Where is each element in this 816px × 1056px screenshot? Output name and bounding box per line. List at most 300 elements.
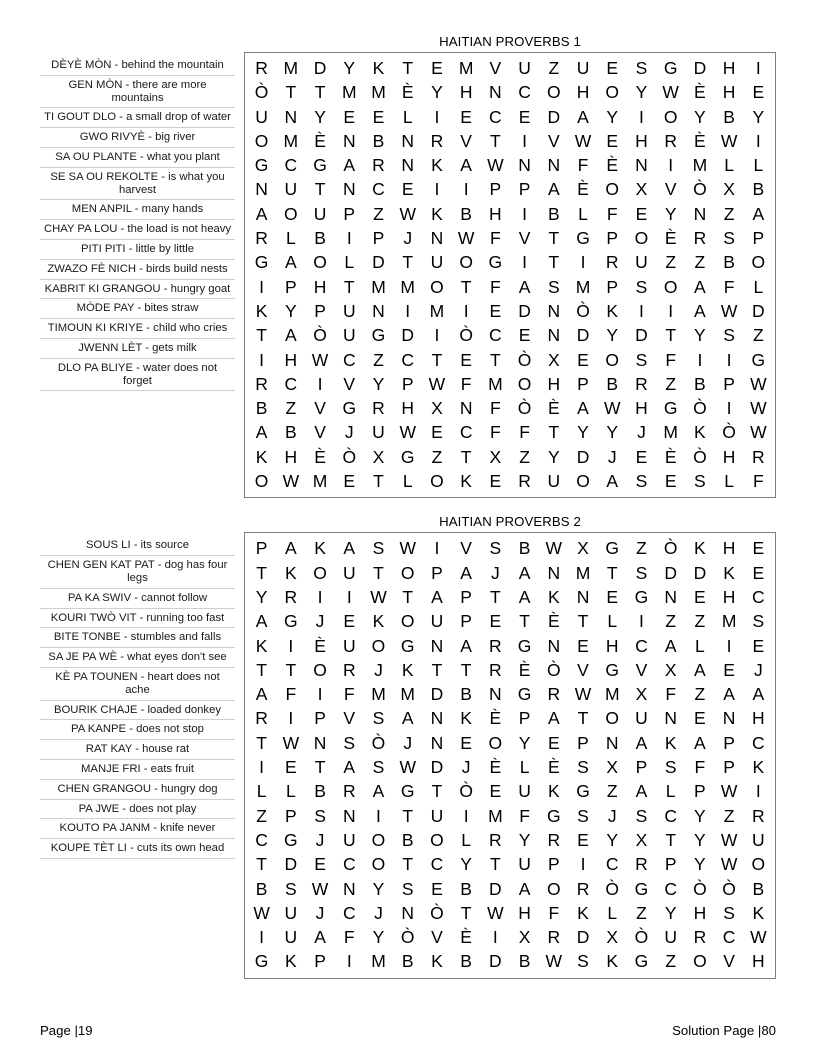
grid-cell[interactable]: Y (518, 732, 531, 753)
grid-cell[interactable]: I (522, 130, 528, 151)
grid-cell[interactable]: Z (373, 203, 384, 224)
grid-cell[interactable]: P (460, 586, 472, 607)
grid-cell[interactable]: Ò (430, 902, 444, 923)
grid-cell[interactable]: H (284, 349, 298, 370)
grid-cell[interactable]: H (722, 538, 736, 559)
grid-cell[interactable]: J (374, 659, 383, 680)
grid-cell[interactable]: G (576, 228, 590, 249)
grid-cell[interactable]: H (518, 902, 531, 923)
grid-cell[interactable]: C (459, 422, 473, 443)
grid-cell[interactable]: I (463, 300, 469, 321)
grid-cell[interactable]: M (400, 276, 415, 297)
grid-cell[interactable]: H (722, 586, 736, 607)
grid-cell[interactable]: W (750, 927, 767, 948)
grid-cell[interactable]: P (314, 300, 326, 321)
grid-cell[interactable]: S (547, 276, 560, 297)
grid-cell[interactable]: F (548, 902, 560, 923)
grid-cell[interactable]: H (284, 446, 298, 467)
grid-cell[interactable]: Y (460, 854, 472, 875)
grid-cell[interactable]: Ò (459, 325, 473, 346)
grid-cell[interactable]: Y (606, 106, 619, 127)
grid-cell[interactable]: Z (665, 611, 677, 632)
grid-cell[interactable]: K (752, 902, 765, 923)
grid-cell[interactable]: O (693, 951, 707, 972)
grid-cell[interactable]: J (315, 829, 325, 850)
grid-cell[interactable]: G (400, 446, 415, 467)
grid-cell[interactable]: J (403, 732, 413, 753)
grid-cell[interactable]: M (371, 82, 386, 103)
grid-cell[interactable]: V (314, 398, 326, 419)
grid-cell[interactable]: F (665, 349, 677, 370)
grid-cell[interactable]: T (548, 422, 560, 443)
grid-cell[interactable]: W (545, 951, 563, 972)
grid-cell[interactable]: B (694, 373, 706, 394)
grid-cell[interactable]: T (256, 325, 267, 346)
grid-cell[interactable]: S (577, 805, 589, 826)
grid-cell[interactable]: Z (519, 446, 530, 467)
grid-cell[interactable]: F (753, 471, 764, 492)
grid-cell[interactable]: A (547, 708, 560, 729)
grid-cell[interactable]: I (639, 611, 644, 632)
grid-cell[interactable]: M (371, 684, 386, 705)
grid-cell[interactable]: O (605, 179, 620, 200)
grid-cell[interactable]: R (693, 927, 707, 948)
grid-cell[interactable]: I (639, 300, 644, 321)
grid-cell[interactable]: Ò (313, 325, 327, 346)
grid-cell[interactable]: K (460, 471, 472, 492)
grid-cell[interactable]: G (371, 325, 386, 346)
grid-cell[interactable]: W (720, 130, 738, 151)
grid-cell[interactable]: W (399, 757, 416, 778)
grid-cell[interactable]: Ò (693, 179, 707, 200)
grid-cell[interactable]: T (256, 854, 267, 875)
grid-cell[interactable]: K (255, 300, 268, 321)
grid-cell[interactable]: O (371, 854, 386, 875)
grid-cell[interactable]: M (371, 951, 386, 972)
grid-cell[interactable]: G (254, 155, 269, 176)
grid-cell[interactable]: S (723, 325, 735, 346)
grid-cell[interactable]: B (723, 252, 735, 273)
grid-cell[interactable]: Z (606, 781, 618, 802)
grid-cell[interactable]: K (255, 446, 268, 467)
grid-cell[interactable]: V (314, 422, 326, 443)
grid-cell[interactable]: Y (694, 805, 706, 826)
grid-cell[interactable]: K (431, 951, 443, 972)
grid-cell[interactable]: P (431, 562, 443, 583)
grid-cell[interactable]: G (546, 805, 561, 826)
grid-cell[interactable]: J (315, 611, 325, 632)
grid-cell[interactable]: W (487, 902, 504, 923)
grid-cell[interactable]: R (489, 659, 502, 680)
grid-cell[interactable]: Y (606, 829, 619, 850)
grid-cell[interactable]: G (342, 398, 357, 419)
grid-cell[interactable]: U (518, 781, 531, 802)
grid-cell[interactable]: F (694, 757, 706, 778)
grid-cell[interactable]: T (373, 562, 384, 583)
grid-cell[interactable]: Ò (459, 781, 473, 802)
grid-cell[interactable]: L (753, 155, 764, 176)
grid-cell[interactable]: I (317, 586, 323, 607)
grid-cell[interactable]: Ò (576, 300, 590, 321)
grid-cell[interactable]: O (371, 829, 386, 850)
grid-cell[interactable]: C (372, 179, 385, 200)
grid-cell[interactable]: R (635, 373, 648, 394)
grid-cell[interactable]: T (402, 805, 414, 826)
grid-cell[interactable]: Y (694, 829, 706, 850)
grid-cell[interactable]: P (723, 732, 735, 753)
grid-cell[interactable]: S (343, 732, 356, 753)
grid-cell[interactable]: A (577, 398, 589, 419)
grid-cell[interactable]: T (548, 252, 560, 273)
grid-cell[interactable]: E (518, 325, 531, 346)
grid-cell[interactable]: N (664, 708, 677, 729)
grid-cell[interactable]: Z (548, 58, 560, 78)
grid-cell[interactable]: O (430, 471, 444, 492)
grid-cell[interactable]: X (547, 349, 560, 370)
grid-cell[interactable]: D (430, 684, 444, 705)
grid-cell[interactable]: T (402, 58, 414, 78)
grid-cell[interactable]: N (547, 300, 561, 321)
grid-cell[interactable]: R (430, 130, 444, 151)
grid-cell[interactable]: S (314, 805, 326, 826)
grid-cell[interactable]: L (256, 781, 267, 802)
grid-cell[interactable]: S (664, 757, 677, 778)
grid-cell[interactable]: H (576, 82, 590, 103)
grid-cell[interactable]: A (723, 684, 735, 705)
grid-cell[interactable]: L (607, 902, 618, 923)
grid-cell[interactable]: A (431, 586, 443, 607)
grid-cell[interactable]: A (343, 538, 356, 559)
grid-cell[interactable]: B (314, 781, 326, 802)
grid-cell[interactable]: M (429, 300, 445, 321)
grid-cell[interactable]: C (664, 805, 677, 826)
grid-cell[interactable]: N (342, 878, 356, 899)
grid-cell[interactable]: X (606, 757, 619, 778)
grid-cell[interactable]: K (431, 155, 443, 176)
grid-cell[interactable]: È (401, 82, 414, 103)
grid-cell[interactable]: P (284, 805, 297, 826)
grid-cell[interactable]: J (490, 562, 500, 583)
grid-cell[interactable]: G (576, 781, 590, 802)
grid-cell[interactable]: N (401, 902, 415, 923)
grid-cell[interactable]: W (720, 829, 738, 850)
grid-cell[interactable]: O (751, 252, 766, 273)
grid-cell[interactable]: T (343, 276, 355, 297)
grid-cell[interactable]: W (750, 373, 767, 394)
grid-cell[interactable]: I (288, 635, 294, 656)
grid-cell[interactable]: B (518, 538, 531, 559)
grid-cell[interactable]: Z (665, 373, 677, 394)
grid-cell[interactable]: F (285, 684, 297, 705)
grid-cell[interactable]: C (518, 82, 531, 103)
grid-cell[interactable]: Y (431, 82, 443, 103)
grid-cell[interactable]: A (255, 422, 268, 443)
grid-cell[interactable]: Y (343, 58, 356, 78)
grid-cell[interactable]: E (372, 106, 385, 127)
grid-cell[interactable]: J (403, 228, 413, 249)
grid-cell[interactable]: L (519, 757, 530, 778)
grid-cell[interactable]: È (694, 130, 706, 151)
grid-cell[interactable]: U (313, 203, 327, 224)
grid-cell[interactable]: U (372, 422, 385, 443)
grid-cell[interactable]: R (547, 829, 561, 850)
grid-cell[interactable]: K (284, 951, 297, 972)
grid-cell[interactable]: I (639, 106, 644, 127)
grid-cell[interactable]: N (430, 732, 444, 753)
grid-cell[interactable]: L (461, 829, 471, 850)
grid-cell[interactable]: I (726, 398, 732, 419)
grid-cell[interactable]: S (372, 538, 385, 559)
grid-cell[interactable]: S (752, 611, 765, 632)
grid-cell[interactable]: Y (314, 106, 326, 127)
grid-cell[interactable]: Z (665, 951, 677, 972)
grid-cell[interactable]: Z (665, 252, 677, 273)
grid-cell[interactable]: M (283, 130, 299, 151)
grid-cell[interactable]: G (284, 611, 298, 632)
grid-cell[interactable]: E (489, 471, 502, 492)
grid-cell[interactable]: V (723, 951, 735, 972)
grid-cell[interactable]: O (254, 471, 269, 492)
grid-cell[interactable]: Ò (400, 927, 415, 948)
grid-cell[interactable]: R (489, 635, 502, 656)
grid-cell[interactable]: I (259, 757, 265, 778)
grid-cell[interactable]: T (519, 611, 530, 632)
grid-cell[interactable]: H (635, 130, 648, 151)
grid-cell[interactable]: T (431, 659, 443, 680)
grid-cell[interactable]: A (518, 586, 531, 607)
grid-cell[interactable]: X (606, 927, 619, 948)
grid-cell[interactable]: K (547, 781, 560, 802)
grid-cell[interactable]: O (313, 252, 327, 273)
grid-cell[interactable]: È (314, 446, 326, 467)
grid-cell[interactable]: L (285, 228, 296, 249)
grid-cell[interactable]: I (726, 349, 732, 370)
grid-cell[interactable]: U (255, 106, 268, 127)
grid-cell[interactable]: M (575, 562, 591, 583)
grid-cell[interactable]: Ò (254, 82, 269, 103)
grid-cell[interactable]: C (752, 586, 765, 607)
grid-cell[interactable]: F (519, 805, 530, 826)
grid-cell[interactable]: U (284, 179, 298, 200)
grid-cell[interactable]: E (401, 179, 414, 200)
grid-cell[interactable]: Ò (663, 538, 678, 559)
grid-cell[interactable]: E (752, 562, 765, 583)
grid-cell[interactable]: Ò (371, 732, 386, 753)
grid-cell[interactable]: X (635, 179, 648, 200)
grid-cell[interactable]: U (430, 611, 444, 632)
grid-cell[interactable]: I (697, 349, 703, 370)
grid-cell[interactable]: È (314, 635, 326, 656)
grid-cell[interactable]: B (606, 373, 619, 394)
grid-cell[interactable]: R (576, 878, 590, 899)
grid-cell[interactable]: È (518, 659, 531, 680)
grid-cell[interactable]: È (314, 130, 326, 151)
grid-cell[interactable]: E (284, 757, 297, 778)
grid-cell[interactable]: A (255, 203, 268, 224)
grid-cell[interactable]: I (522, 203, 528, 224)
grid-cell[interactable]: F (343, 927, 355, 948)
grid-cell[interactable]: X (664, 659, 677, 680)
grid-cell[interactable]: A (372, 781, 385, 802)
grid-cell[interactable]: U (342, 325, 356, 346)
grid-cell[interactable]: N (459, 398, 473, 419)
grid-cell[interactable]: I (259, 927, 265, 948)
grid-cell[interactable]: R (255, 373, 268, 394)
grid-cell[interactable]: S (694, 471, 706, 492)
grid-cell[interactable]: W (574, 130, 592, 151)
grid-cell[interactable]: N (342, 805, 356, 826)
grid-cell[interactable]: O (400, 611, 415, 632)
grid-cell[interactable]: K (606, 951, 619, 972)
grid-cell[interactable]: W (399, 203, 416, 224)
grid-cell[interactable]: J (344, 422, 354, 443)
grid-cell[interactable]: Y (694, 325, 706, 346)
grid-cell[interactable]: T (285, 82, 297, 103)
grid-cell[interactable]: K (431, 203, 443, 224)
grid-cell[interactable]: I (346, 951, 352, 972)
grid-cell[interactable]: I (346, 586, 352, 607)
grid-cell[interactable]: K (606, 300, 619, 321)
grid-cell[interactable]: T (431, 349, 443, 370)
grid-cell[interactable]: T (490, 854, 501, 875)
grid-cell[interactable]: J (461, 757, 471, 778)
grid-cell[interactable]: A (577, 106, 589, 127)
grid-cell[interactable]: N (722, 708, 736, 729)
grid-cell[interactable]: L (724, 471, 734, 492)
grid-cell[interactable]: V (518, 228, 531, 249)
grid-cell[interactable]: G (634, 878, 649, 899)
grid-cell[interactable]: T (490, 586, 501, 607)
grid-cell[interactable]: H (459, 82, 473, 103)
grid-cell[interactable]: S (635, 471, 648, 492)
grid-cell[interactable]: N (576, 586, 590, 607)
grid-cell[interactable]: E (343, 471, 356, 492)
grid-cell[interactable]: N (547, 155, 561, 176)
grid-cell[interactable]: X (489, 446, 502, 467)
grid-cell[interactable]: L (402, 106, 413, 127)
grid-cell[interactable]: F (519, 422, 530, 443)
grid-cell[interactable]: C (430, 854, 444, 875)
grid-cell[interactable]: K (401, 659, 414, 680)
grid-cell[interactable]: U (518, 854, 531, 875)
grid-cell[interactable]: L (578, 203, 588, 224)
grid-cell[interactable]: V (635, 659, 648, 680)
grid-cell[interactable]: D (576, 325, 590, 346)
grid-cell[interactable]: N (401, 155, 415, 176)
grid-cell[interactable]: A (284, 325, 297, 346)
grid-cell[interactable]: O (576, 471, 590, 492)
grid-cell[interactable]: T (373, 471, 384, 492)
grid-cell[interactable]: N (430, 708, 444, 729)
grid-cell[interactable]: O (605, 349, 620, 370)
grid-cell[interactable]: K (664, 732, 677, 753)
grid-cell[interactable]: Y (547, 446, 560, 467)
grid-cell[interactable]: C (752, 732, 765, 753)
grid-cell[interactable]: R (342, 781, 356, 802)
grid-cell[interactable]: H (722, 82, 736, 103)
grid-cell[interactable]: C (401, 349, 415, 370)
grid-cell[interactable]: N (342, 179, 356, 200)
grid-cell[interactable]: R (255, 708, 268, 729)
grid-cell[interactable]: U (342, 829, 356, 850)
grid-cell[interactable]: Y (635, 82, 648, 103)
grid-cell[interactable]: È (489, 757, 502, 778)
grid-cell[interactable]: A (606, 471, 619, 492)
grid-cell[interactable]: Y (372, 878, 385, 899)
grid-cell[interactable]: A (752, 203, 765, 224)
grid-cell[interactable]: O (459, 252, 473, 273)
grid-cell[interactable]: M (371, 276, 386, 297)
grid-cell[interactable]: B (752, 878, 765, 899)
grid-cell[interactable]: È (460, 927, 472, 948)
grid-cell[interactable]: P (460, 611, 472, 632)
grid-cell[interactable]: O (488, 732, 503, 753)
grid-cell[interactable]: I (463, 805, 469, 826)
grid-cell[interactable]: L (695, 635, 705, 656)
grid-cell[interactable]: H (547, 373, 561, 394)
grid-cell[interactable]: C (284, 155, 298, 176)
grid-cell[interactable]: S (635, 276, 648, 297)
grid-cell[interactable]: C (605, 854, 619, 875)
grid-cell[interactable]: P (577, 373, 589, 394)
grid-cell[interactable]: N (372, 300, 385, 321)
grid-cell[interactable]: E (723, 659, 735, 680)
grid-cell[interactable]: I (755, 781, 761, 802)
grid-cell[interactable]: H (489, 203, 502, 224)
grid-cell[interactable]: W (399, 422, 416, 443)
grid-cell[interactable]: O (284, 203, 298, 224)
grid-cell[interactable]: H (693, 902, 707, 923)
grid-cell[interactable]: M (458, 58, 474, 78)
grid-cell[interactable]: E (694, 708, 706, 729)
grid-cell[interactable]: B (460, 951, 472, 972)
grid-cell[interactable]: Z (723, 805, 735, 826)
grid-cell[interactable]: G (605, 538, 620, 559)
grid-cell[interactable]: N (547, 325, 561, 346)
grid-cell[interactable]: W (487, 155, 504, 176)
grid-cell[interactable]: J (607, 805, 617, 826)
grid-cell[interactable]: Ò (342, 446, 357, 467)
grid-cell[interactable]: B (460, 203, 472, 224)
grid-cell[interactable]: C (342, 902, 356, 923)
grid-cell[interactable]: K (284, 562, 297, 583)
grid-cell[interactable]: M (312, 471, 328, 492)
grid-cell[interactable]: Ò (517, 398, 532, 419)
grid-cell[interactable]: D (664, 562, 677, 583)
grid-cell[interactable]: F (665, 684, 677, 705)
grid-cell[interactable]: L (344, 252, 355, 273)
grid-cell[interactable]: O (634, 228, 649, 249)
grid-cell[interactable]: E (489, 781, 502, 802)
grid-cell[interactable]: D (693, 58, 707, 78)
grid-cell[interactable]: S (577, 951, 589, 972)
grid-cell[interactable]: T (256, 562, 267, 583)
grid-cell[interactable]: Y (752, 106, 765, 127)
grid-cell[interactable]: I (259, 349, 265, 370)
grid-cell[interactable]: Z (723, 203, 735, 224)
grid-cell[interactable]: P (372, 228, 385, 249)
grid-cell[interactable]: C (284, 373, 298, 394)
grid-cell[interactable]: X (635, 829, 648, 850)
grid-cell[interactable]: O (546, 878, 561, 899)
grid-cell[interactable]: R (664, 130, 677, 151)
grid-cell[interactable]: G (663, 58, 678, 78)
grid-cell[interactable]: E (606, 130, 619, 151)
grid-cell[interactable]: T (402, 854, 414, 875)
grid-cell[interactable]: W (750, 398, 767, 419)
grid-cell[interactable]: K (694, 538, 706, 559)
grid-cell[interactable]: N (313, 732, 327, 753)
